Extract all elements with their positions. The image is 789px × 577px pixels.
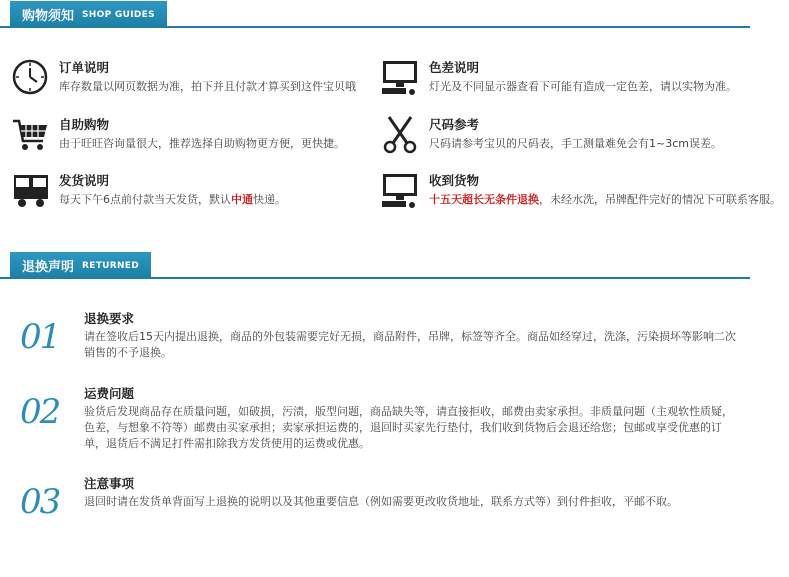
return-title: 注意事项	[84, 476, 135, 491]
desc-text: ，未经水洗，吊牌配件完好的情况下可联系客服。	[539, 193, 781, 206]
item-number: 01	[20, 317, 60, 357]
returned-title-en: RETURNED	[82, 260, 140, 271]
scissors-icon	[381, 115, 421, 155]
desc-text: 每天下午6点前付款当天发货，默认	[59, 193, 231, 206]
guide-desc: 由于旺旺咨询量很大，推荐选择自助购物更方便，更快捷。	[59, 137, 345, 150]
item-number: 02	[20, 392, 60, 432]
guide-desc	[429, 192, 789, 208]
returned-tab	[10, 252, 151, 279]
return-title: 退换要求	[84, 311, 135, 326]
guide-desc: 尺码请参考宝贝的尺码表，手工测量难免会有1~3cm误差。	[429, 137, 722, 150]
guide-title: 收到货物	[429, 173, 480, 188]
truck-icon	[11, 171, 51, 211]
shop-guides-header	[0, 1, 750, 28]
guide-desc: 库存数量以网页数据为准，拍下并且付款才算买到这件宝贝哦	[59, 80, 356, 93]
guide-desc	[59, 192, 419, 208]
guide-title: 发货说明	[59, 173, 110, 188]
guide-title: 尺码参考	[429, 117, 480, 132]
return-desc: 退回时请在发货单背面写上退换的说明以及其他重要信息（例如需要更改收货地址，联系方式等）到付件拒收，平邮不取。	[84, 495, 678, 508]
cart-icon	[11, 115, 51, 155]
guide-title: 色差说明	[429, 60, 480, 75]
shop-guides-tab	[10, 1, 167, 28]
header-divider	[0, 277, 750, 279]
computer-icon	[381, 58, 421, 98]
computer-icon	[381, 171, 421, 211]
return-highlight: 十五天超长无条件退换	[429, 193, 539, 206]
header-divider	[0, 26, 750, 28]
returned-title-cn: 退换声明	[22, 260, 75, 275]
desc-text: 快递。	[253, 193, 286, 206]
return-desc: 验货后发现商品存在质量问题，如破损，污渍，版型问题，商品缺失等，请直接拒收，邮费由卖家承担。非质量问题（主观软性质疑，色差，与想象不符等）邮费由买家承担；卖家承担运费的，退回时买家先行垫付，我们收到货物后会退还给您；包邮或享受优惠的订单，退货后不满足打件需扣除我方发货使用的运费或优惠。	[84, 405, 733, 450]
courier-highlight: 中通	[231, 193, 253, 206]
shop-guides-title-en: SHOP GUIDES	[82, 9, 155, 20]
guide-title: 订单说明	[59, 60, 110, 75]
return-title: 运费问题	[84, 386, 135, 401]
shop-guides-title-cn: 购物须知	[22, 9, 75, 24]
returned-header	[0, 252, 750, 279]
guide-desc: 灯光及不同显示器查看下可能有造成一定色差，请以实物为准。	[429, 80, 737, 93]
guide-title: 自助购物	[59, 117, 110, 132]
item-number: 03	[20, 482, 60, 522]
clock-icon	[11, 58, 51, 98]
return-desc: 请在签收后15天内提出退换，商品的外包装需要完好无损，商品附件，吊牌，标签等齐全。商品如经穿过，洗涤，污染损坏等影响二次销售的不予退换。	[84, 330, 736, 359]
